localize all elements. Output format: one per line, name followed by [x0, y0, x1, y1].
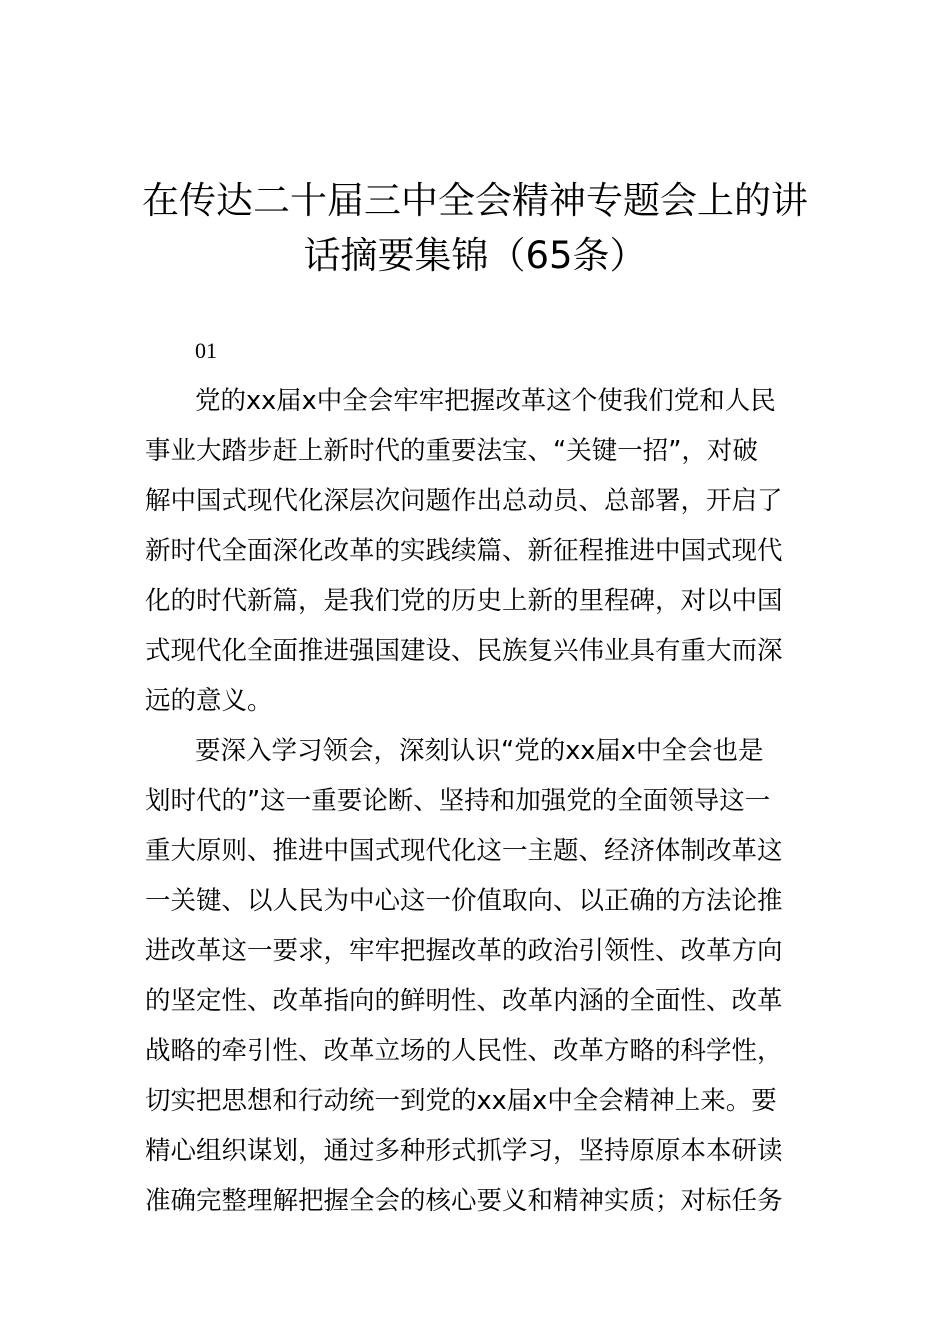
text-line: 战略的牵引性、改革立场的人民性、改革方略的科学性，: [145, 1036, 783, 1066]
paragraph-1: [145, 376, 825, 726]
text-line: 进改革这一要求，牢牢把握改革的政治引领性、改革方向: [145, 936, 783, 966]
document-body: [145, 376, 825, 1226]
text-line: 精心组织谋划，通过多种形式抓学习，坚持原原本本研读: [145, 1136, 783, 1166]
text-line: 的坚定性、改革指向的鲜明性、改革内涵的全面性、改革: [145, 986, 783, 1016]
text-line: 准确完整理解把握全会的核心要义和精神实质；对标任务: [145, 1186, 783, 1216]
title-line-2: 话摘要集锦（65条）: [303, 234, 647, 277]
text-line: 重大原则、推进中国式现代化这一主题、经济体制改革这: [145, 836, 783, 866]
text-line: 要深入学习领会，深刻认识“党的xx届x中全会也是: [195, 736, 764, 766]
text-line: 划时代的”这一重要论断、坚持和加强党的全面领导这一: [145, 786, 771, 816]
text-line: 化的时代新篇，是我们党的历史上新的里程碑，对以中国: [145, 586, 783, 616]
text-line: 党的xx届x中全会牢牢把握改革这个使我们党和人民: [195, 386, 776, 416]
text-line: 远的意义。: [145, 686, 273, 716]
paragraph-2: [145, 726, 825, 1226]
text-line: 新时代全面深化改革的实践续篇、新征程推进中国式现代: [145, 536, 783, 566]
text-line: 切实把思想和行动统一到党的xx届x中全会精神上来。要: [145, 1086, 777, 1116]
section-number: 01: [195, 338, 217, 363]
title-line-1: 在传达二十届三中全会精神专题会上的讲: [142, 179, 808, 222]
text-line: 解中国式现代化深层次问题作出总动员、总部署，开启了: [145, 486, 783, 516]
text-line: 事业大踏步赶上新时代的重要法宝、“关键一招”，对破: [145, 436, 758, 466]
document-title: [120, 173, 830, 283]
text-line: 一关键、以人民为中心这一价值取向、以正确的方法论推: [145, 886, 783, 916]
text-line: 式现代化全面推进强国建设、民族复兴伟业具有重大而深: [145, 636, 783, 666]
